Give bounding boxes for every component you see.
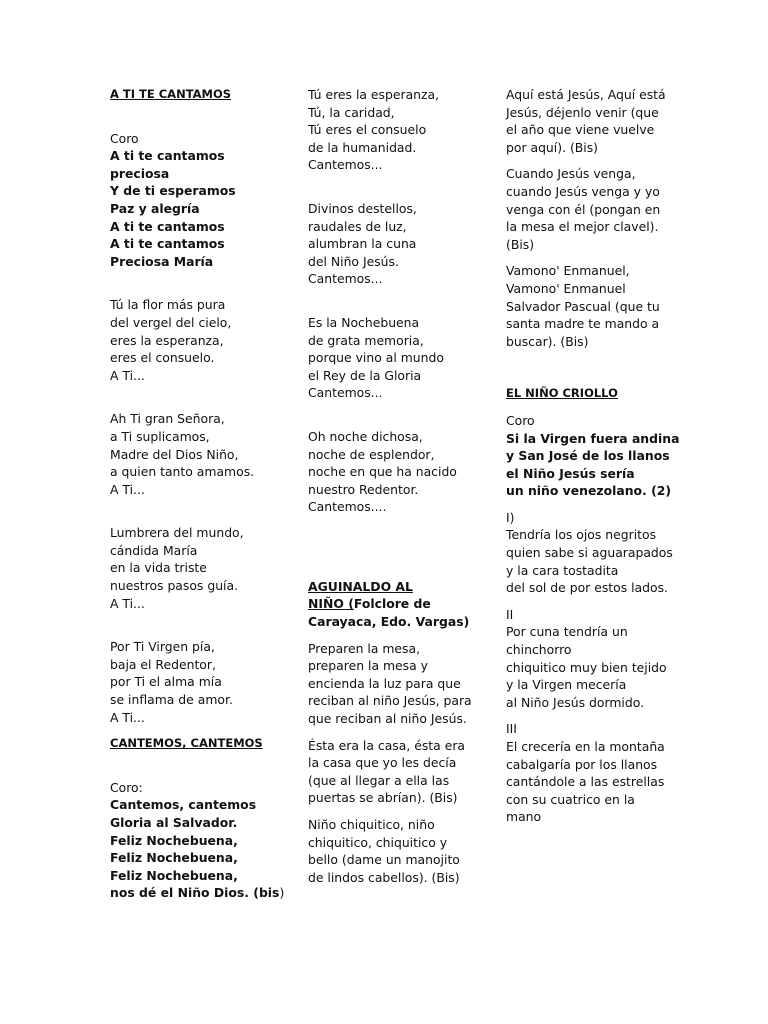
paragraph xyxy=(308,816,488,886)
verse-line: encienda la luz para que xyxy=(308,675,461,691)
verse-line: (que al llegar a ella las xyxy=(308,772,450,788)
verse-line: reciban al niño Jesús, para xyxy=(308,693,472,709)
verse-line: la casa que yo les decía xyxy=(308,755,457,771)
verse-line: al Niño Jesús dormido. xyxy=(506,694,645,710)
coro-line-tail: ) xyxy=(279,885,285,901)
verse xyxy=(308,314,488,402)
coro-block xyxy=(110,147,285,270)
coro-line: Gloria al Salvador. xyxy=(110,815,238,830)
verse-line: Cuando Jesús venga, xyxy=(506,166,636,182)
title-part: Folclore de xyxy=(353,596,431,612)
paragraph xyxy=(506,165,666,253)
title-part: NIÑO ( xyxy=(308,596,354,612)
verse xyxy=(308,86,488,174)
verse xyxy=(110,524,285,612)
verse-line: Por Ti Virgen pía, xyxy=(110,639,215,655)
verse xyxy=(308,200,488,288)
column-3 xyxy=(506,86,680,826)
verse-line: Cantemos.... xyxy=(308,499,387,515)
verse-line: (Bis) xyxy=(506,236,535,252)
coro-line: y San José de los llanos xyxy=(506,448,670,464)
verse-line: Cantemos... xyxy=(308,271,383,287)
column-2 xyxy=(308,86,488,886)
song-title: CANTEMOS, CANTEMOS xyxy=(110,736,263,751)
verse-line: buscar). (Bis) xyxy=(506,333,589,349)
title-part: AGUINALDO AL xyxy=(308,578,413,594)
coro-label: Coro xyxy=(506,412,535,428)
verse xyxy=(110,410,285,498)
stanza-label: III xyxy=(506,721,517,737)
verse-line: a Ti suplicamos, xyxy=(110,428,210,444)
verse-line: Tú eres el consuelo xyxy=(308,122,427,138)
coro-line: el Niño Jesús sería xyxy=(506,465,635,481)
verse-line: por Ti el alma mía xyxy=(110,674,222,690)
verse-line: Tú la flor más pura xyxy=(110,297,226,313)
verse-line: y la Virgen mecería xyxy=(506,677,627,693)
verse-line: del sol de por estos lados. xyxy=(506,580,668,596)
stanza-label: II xyxy=(506,606,514,622)
verse-line: cantándole a las estrellas xyxy=(506,774,665,790)
coro-label: Coro: xyxy=(110,779,143,795)
verse-line: santa madre te mando a xyxy=(506,316,660,332)
verse-line: Por cuna tendría un xyxy=(506,624,628,640)
verse-line: eres el consuelo. xyxy=(110,350,215,366)
paragraph xyxy=(506,86,666,156)
coro-line: A ti te cantamos xyxy=(110,236,225,252)
verse-line: que reciban al niño Jesús. xyxy=(308,711,467,727)
verse-line: el año que viene vuelve xyxy=(506,122,655,138)
verse-line: de la humanidad. xyxy=(308,139,417,155)
verse-line: la mesa el mejor clavel). xyxy=(506,219,659,235)
verse-line: A Ti... xyxy=(110,709,145,725)
coro-line: Y de ti esperamos xyxy=(110,183,236,199)
coro-label: Coro xyxy=(110,130,139,146)
verse-line: Salvador Pascual (que tu xyxy=(506,298,660,314)
coro-line: Si la Virgen fuera andina xyxy=(506,430,680,446)
title-part: Carayaca, Edo. Vargas) xyxy=(308,614,470,630)
coro-line: A ti te cantamos xyxy=(110,218,225,234)
verse-line: Vamono' Enmanuel, xyxy=(506,263,630,279)
verse xyxy=(110,638,285,726)
verse-line: Madre del Dios Niño, xyxy=(110,446,239,462)
verse-line: de grata memoria, xyxy=(308,332,424,348)
coro-line-text: nos dé el Niño Dios. (bis xyxy=(110,885,280,901)
coro-line: preciosa xyxy=(110,165,170,181)
coro-line: Feliz Nochebuena, xyxy=(110,867,238,883)
verse-line: el Rey de la Gloria xyxy=(308,367,422,383)
verse-line: El crecería en la montaña xyxy=(506,739,665,754)
verse-line: de lindos cabellos). (Bis) xyxy=(308,869,460,885)
stanza xyxy=(506,526,673,596)
verse-line: venga con él (pongan en xyxy=(506,201,661,217)
verse-line: en la vida triste xyxy=(110,560,207,576)
verse-line: Cantemos... xyxy=(308,157,383,173)
stanza-label: I) xyxy=(506,509,515,525)
verse-line: Vamono' Enmanuel xyxy=(506,280,626,296)
verse-line: Lumbrera del mundo, xyxy=(110,525,244,541)
verse-line: se inflama de amor. xyxy=(110,692,233,708)
verse-line: Oh noche dichosa, xyxy=(308,428,423,444)
verse-line: Niño chiquitico, niño xyxy=(308,817,435,832)
verse-line: Jesús, déjenlo venir (que xyxy=(506,104,659,120)
verse-line: preparen la mesa y xyxy=(308,658,428,674)
stanza xyxy=(506,623,666,711)
verse-line: a quien tanto amamos. xyxy=(110,464,255,480)
verse-line: cabalgaría por los llanos xyxy=(506,756,658,772)
verse-line: Es la Nochebuena xyxy=(308,314,420,330)
song-title: A TI TE CANTAMOS xyxy=(110,87,232,101)
verse xyxy=(308,428,488,516)
verse-line: A Ti... xyxy=(110,481,145,497)
verse-line: Divinos destellos, xyxy=(308,200,417,216)
verse-line: raudales de luz, xyxy=(308,218,407,234)
verse-line: porque vino al mundo xyxy=(308,350,444,366)
verse-line: baja el Redentor, xyxy=(110,656,216,672)
verse-line: Cantemos... xyxy=(308,385,383,401)
coro-line: A ti te cantamos xyxy=(110,148,225,164)
verse-line: cuando Jesús venga y yo xyxy=(506,183,660,199)
verse-line: puertas se abrían). (Bis) xyxy=(308,790,458,806)
verse-line: del vergel del cielo, xyxy=(110,314,232,330)
verse-line: Tendría los ojos negritos xyxy=(506,527,657,543)
verse-line: del Niño Jesús. xyxy=(308,253,399,269)
verse-line: Tú eres la esperanza, xyxy=(308,87,440,102)
coro-line: Feliz Nochebuena, xyxy=(110,850,238,866)
verse-line: y la cara tostadita xyxy=(506,562,619,578)
paragraph xyxy=(308,640,488,728)
column-1 xyxy=(110,86,285,902)
verse-line: alumbran la cuna xyxy=(308,236,417,252)
song-title: EL NIÑO CRIOLLO xyxy=(506,386,618,401)
verse-line: Ésta era la casa, ésta era xyxy=(308,737,466,753)
verse-line: noche en que ha nacido xyxy=(308,464,457,480)
verse-line: nuestro Redentor. xyxy=(308,481,419,497)
coro-line: un niño venezolano. (2) xyxy=(506,483,672,499)
verse-line: Tú, la caridad, xyxy=(308,104,395,120)
verse-line: Aquí está Jesús, Aquí está xyxy=(506,87,666,102)
verse-line: Preparen la mesa, xyxy=(308,640,421,656)
verse-line: por aquí). (Bis) xyxy=(506,139,599,155)
paragraph xyxy=(506,262,666,350)
verse-line: mano xyxy=(506,809,542,825)
stanza xyxy=(506,738,666,826)
verse-line: Ah Ti gran Señora, xyxy=(110,411,225,427)
verse-line: quien sabe si aguarapados xyxy=(506,545,673,561)
verse-line: bello (dame un manojito xyxy=(308,852,460,868)
verse-line: A Ti... xyxy=(110,367,145,383)
verse-line: chiquitico, chiquitico y xyxy=(308,834,448,850)
verse-line: eres la esperanza, xyxy=(110,332,224,348)
verse-line: noche de esplendor, xyxy=(308,446,435,462)
verse-line: A Ti... xyxy=(110,595,145,611)
song-title xyxy=(308,578,488,631)
coro-block xyxy=(506,430,680,500)
verse-line: nuestros pasos guía. xyxy=(110,578,239,594)
verse-line: con su cuatrico en la xyxy=(506,791,635,807)
coro-line: Paz y alegría xyxy=(110,200,200,216)
verse-line: chinchorro xyxy=(506,642,572,658)
coro-line: Preciosa María xyxy=(110,253,214,269)
verse-line: cándida María xyxy=(110,542,198,558)
verse-line: chiquitico muy bien tejido xyxy=(506,659,667,675)
coro-block xyxy=(110,796,285,902)
verse xyxy=(110,296,285,384)
coro-line: Cantemos, cantemos xyxy=(110,797,257,813)
coro-line xyxy=(110,884,285,902)
coro-line: Feliz Nochebuena, xyxy=(110,832,238,848)
paragraph xyxy=(308,737,488,807)
